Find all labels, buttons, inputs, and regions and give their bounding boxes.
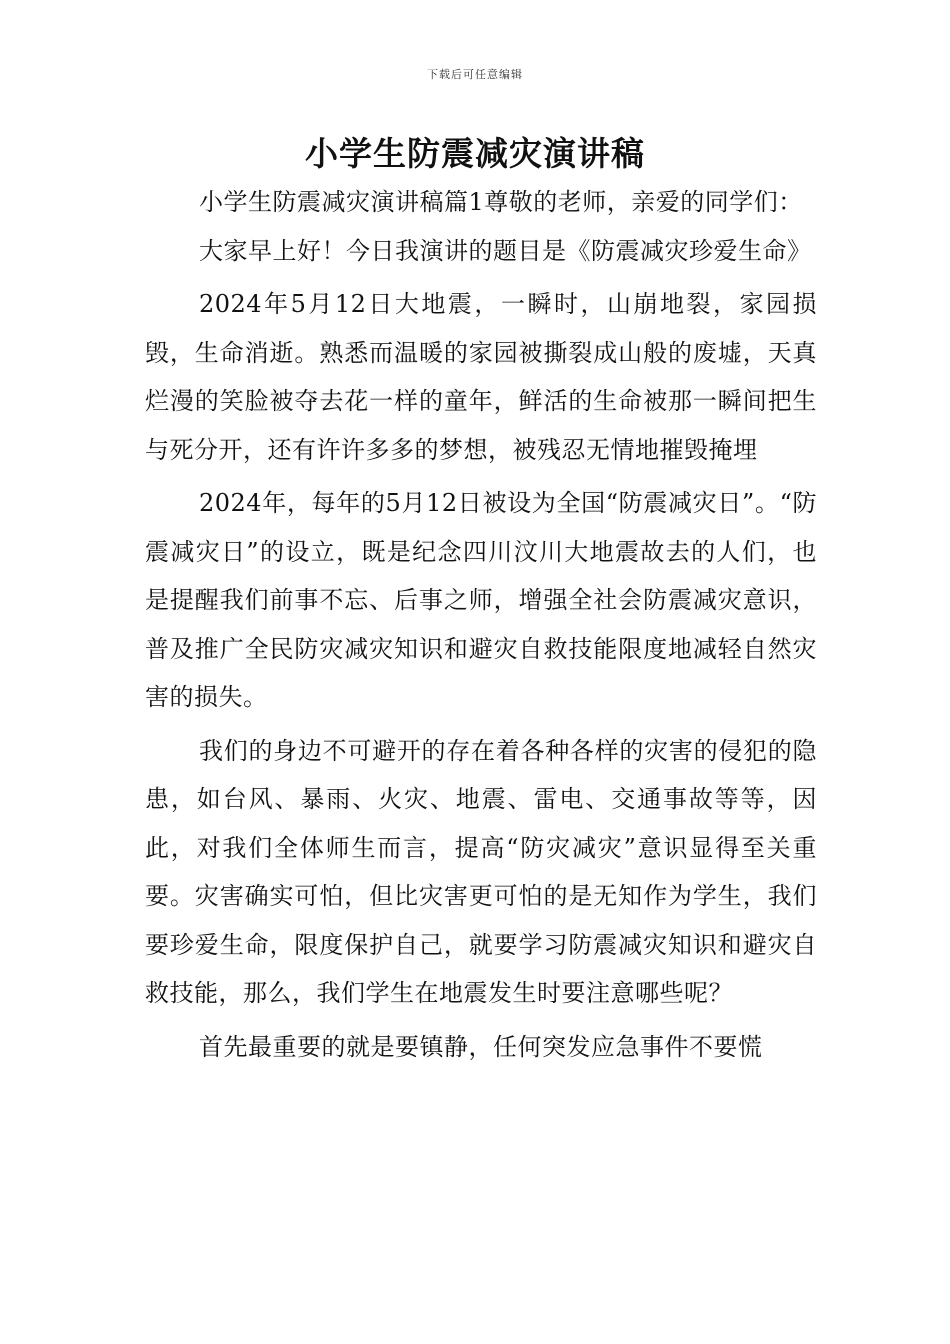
paragraph-disaster-day: 2024年，每年的5月12日被设为全国“防震减灾日”。“防震减灾日”的设立，既是纪念四川汶川大地震故去的人们，也是提醒我们前事不忘、后事之师，增强全社会防震减灾意识，普及推广全民防灾减灾知识和避灾自救技能限度地减轻自然灾害的损失。 bbox=[145, 489, 817, 711]
paragraph-earthquake: 2024年5月12日大地震，一瞬时，山崩地裂，家园损毁，生命消逝。熟悉而温暖的家园被撕裂成山般的废墟，天真烂漫的笑脸被夺去花一样的童年，鲜活的生命被那一瞬间把生与死分开，还有许许多多的梦想，被残忍无情地摧毁掩埋 bbox=[145, 290, 817, 464]
paragraph-hazards: 我们的身边不可避开的存在着各种各样的灾害的侵犯的隐患，如台风、暴雨、火灾、地震、雷电、交通事故等等，因此，对我们全体师生而言，提高“防灾减灾”意识显得至关重要。灾害确实可怕，但比灾害更可怕的是无知作为学生，我们要珍爱生命，限度保护自己，就要学习防震减灾知识和避灾自救技能，那么，我们学生在地震发生时要注意哪些呢？ bbox=[145, 736, 817, 1007]
paragraph-greeting: 小学生防震减灾演讲稿篇1尊敬的老师，亲爱的同学们： bbox=[199, 188, 803, 216]
paragraph-first-calm: 首先最重要的就是要镇静，任何突发应急事件不要慌 bbox=[199, 1032, 763, 1061]
header-note: 下载后可任意编辑 bbox=[427, 68, 523, 81]
document-title: 小学生防震减灾演讲稿 bbox=[305, 134, 645, 173]
paragraph-opening: 大家早上好！今日我演讲的题目是《防震减灾珍爱生命》 bbox=[199, 236, 812, 265]
document-body bbox=[145, 178, 817, 1071]
